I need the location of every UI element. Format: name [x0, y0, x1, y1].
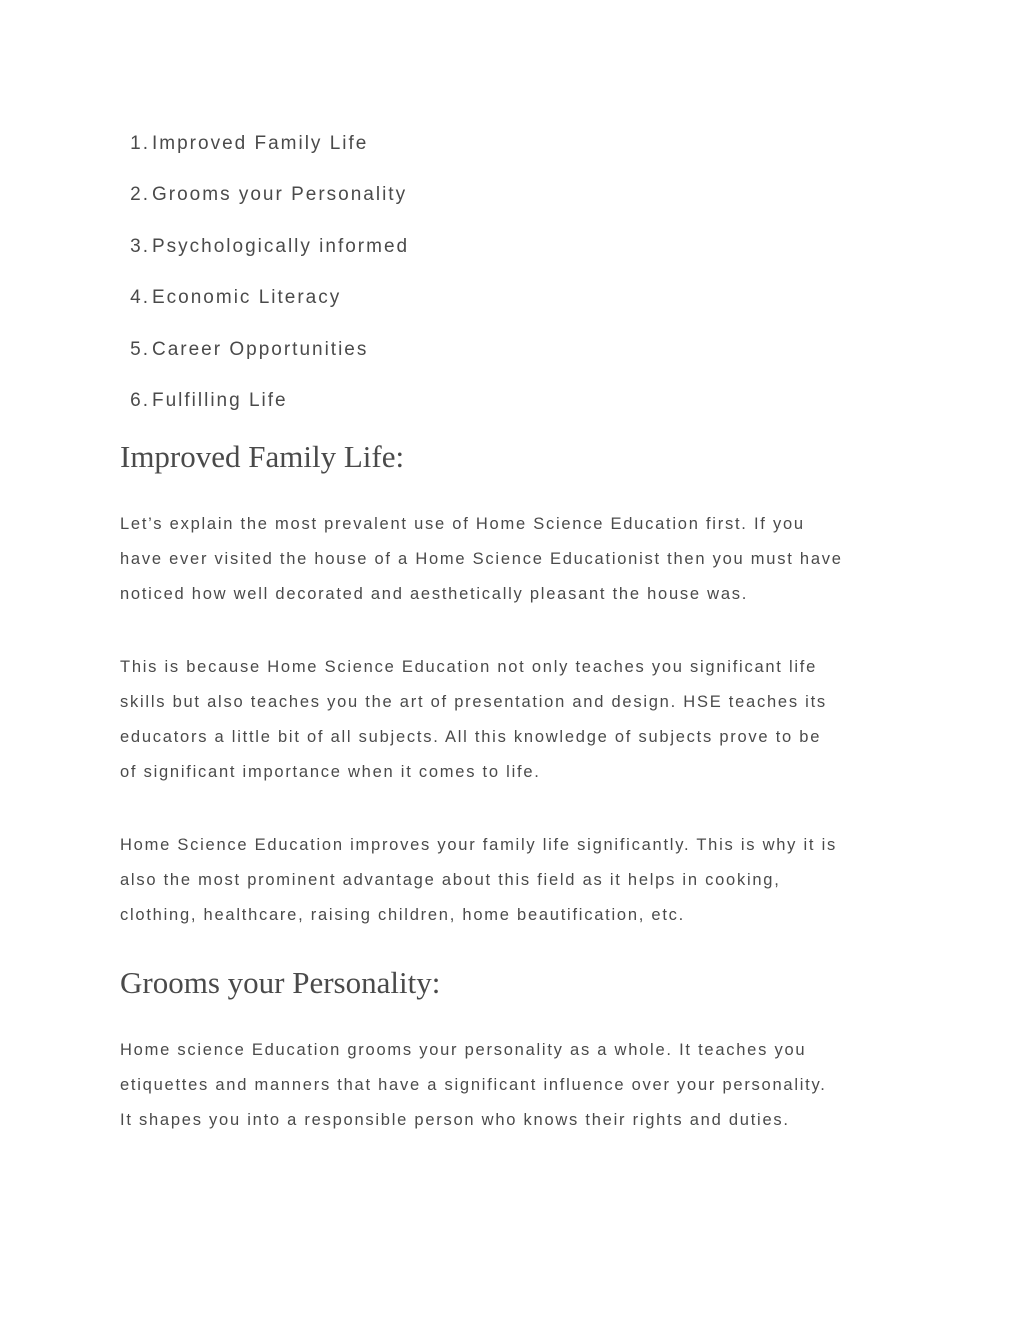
section-heading: Grooms your Personality:: [120, 965, 441, 1000]
toc-item: [120, 171, 880, 222]
body-paragraph: [120, 1033, 910, 1138]
paragraph-line: Home Science Education improves your family life significantly. This is why it is: [120, 836, 838, 854]
paragraph-line: educators a little bit of all subjects. All this knowledge of subjects prove to be: [120, 728, 822, 746]
toc-item-label: Grooms your Personality: [152, 184, 408, 206]
toc-item-label: Improved Family Life: [152, 133, 369, 154]
toc-item-number: 6 .: [120, 377, 150, 425]
paragraph-line: This is because Home Science Education not only teaches you significant life: [120, 658, 818, 676]
paragraph-line: also the most prominent advantage about this field as it helps in cooking,: [120, 871, 781, 889]
toc-item-number: 5 .: [120, 326, 150, 374]
toc-item-number: 1 .: [120, 120, 150, 168]
paragraph-line: etiquettes and manners that have a significant influence over your personality.: [120, 1076, 827, 1094]
toc-item-number: 3 .: [120, 223, 150, 271]
toc-item: [120, 326, 880, 377]
paragraph-line: Let’s explain the most prevalent use of Home Science Education first. If you: [120, 515, 805, 533]
body-paragraph: [120, 828, 910, 933]
paragraph-line: have ever visited the house of a Home Science Educationist then you must have: [120, 550, 843, 568]
toc-item: [120, 274, 880, 325]
toc-item-label: Career Opportunities: [152, 338, 369, 360]
paragraph-line: It shapes you into a responsible person who knows their rights and duties.: [120, 1111, 790, 1129]
toc-item-label: Psychologically informed: [152, 235, 410, 257]
toc-item-label: Fulfilling Life: [152, 389, 288, 411]
paragraph-line: of significant importance when it comes to life.: [120, 763, 541, 781]
toc-item: [120, 120, 880, 171]
paragraph-line: clothing, healthcare, raising children, home beautification, etc.: [120, 906, 686, 924]
toc-item-label: Economic Literacy: [152, 287, 342, 309]
toc-item-number: 4 .: [120, 274, 150, 322]
body-paragraph: [120, 507, 910, 612]
toc-item: [120, 223, 880, 274]
toc-item-number: 2 .: [120, 171, 150, 219]
toc-item: [120, 377, 880, 428]
section-heading: Improved Family Life:: [120, 439, 405, 474]
table-of-contents: [120, 120, 880, 428]
paragraph-line: skills but also teaches you the art of presentation and design. HSE teaches its: [120, 693, 827, 711]
paragraph-line: Home science Education grooms your personality as a whole. It teaches you: [120, 1041, 807, 1059]
body-paragraph: [120, 650, 910, 790]
paragraph-line: noticed how well decorated and aesthetically pleasant the house was.: [120, 585, 749, 603]
